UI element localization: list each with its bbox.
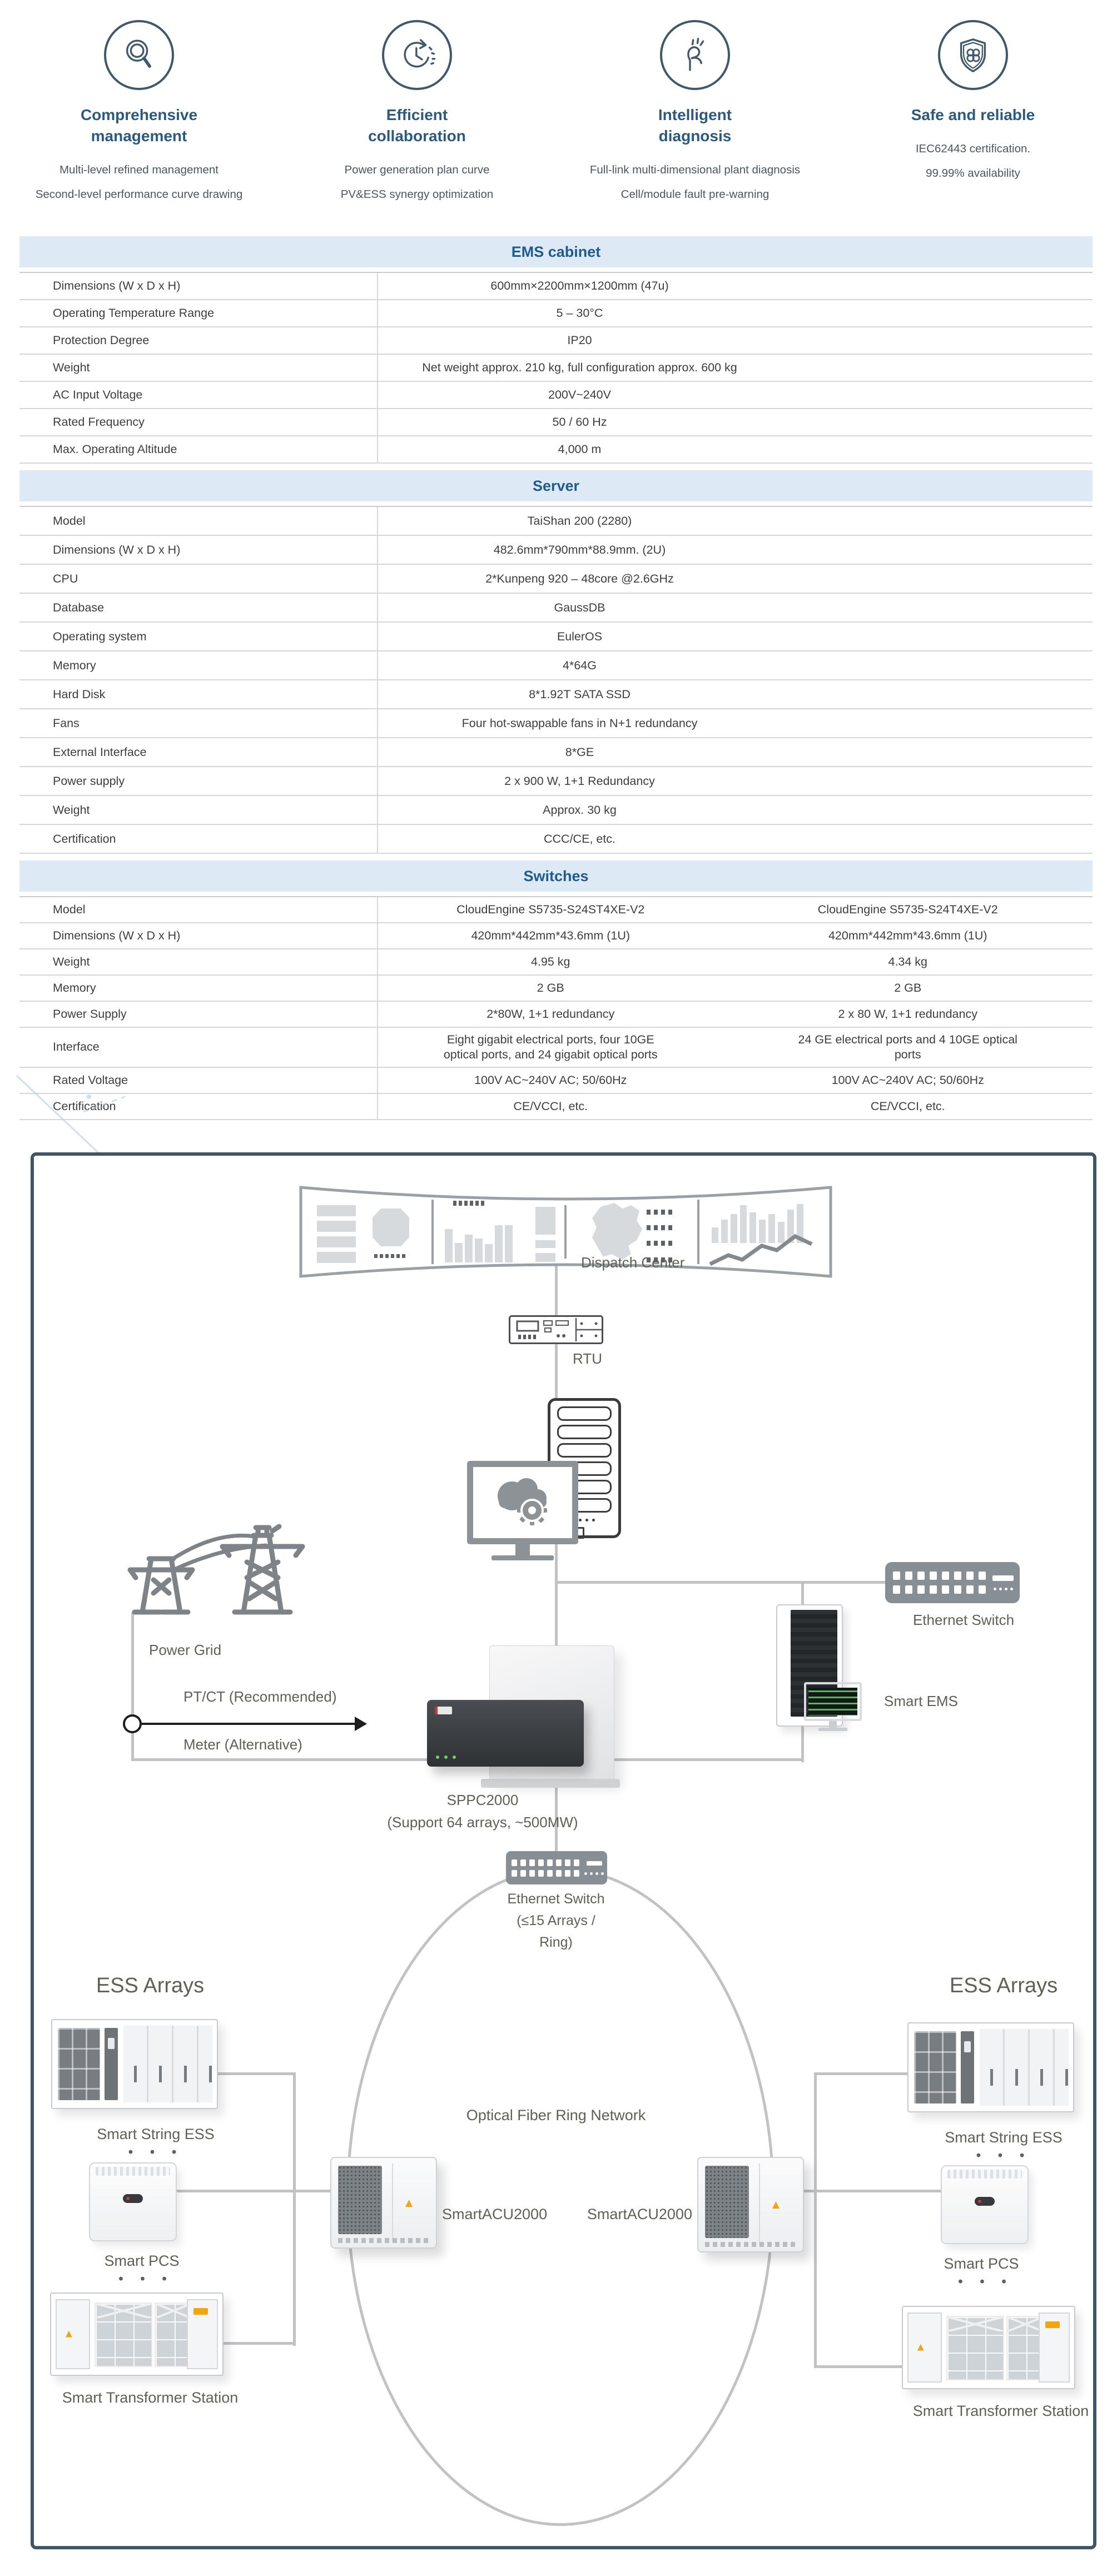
rtu-label: RTU (573, 1350, 602, 1367)
row-label: Model (19, 507, 378, 535)
row-value-switch2: 2 x 80 W, 1+1 redundancy (838, 1007, 977, 1021)
smart-pcs-right-label: Smart PCS (944, 2255, 1019, 2272)
smart-transformer-right-image: ▲ (902, 2306, 1075, 2389)
table-row (19, 976, 1093, 1002)
smart-pcs-left-image (89, 2162, 177, 2241)
ellipsis-dots: • • • (958, 2274, 1013, 2289)
smart-string-ess-left-image (51, 2019, 218, 2109)
row-value-switch2: 2 GB (894, 981, 922, 995)
noc-monitor-image (467, 1461, 578, 1560)
row-value-switch1: 2*80W, 1+1 redundancy (487, 1007, 615, 1021)
row-value-switch1: CloudEngine S5735-S24ST4XE-V2 (456, 903, 645, 917)
ring-ethernet-switch-icon (506, 1851, 607, 1884)
feature-title: Efficient collaboration (368, 106, 466, 145)
row-value-switch2: 4.34 kg (888, 955, 928, 969)
row-label: Database (19, 594, 378, 621)
row-value: Net weight approx. 210 kg, full configuration approx. 600 kg (422, 361, 737, 374)
smartacu2000-right-label: SmartACU2000 (587, 2206, 692, 2222)
table-row (19, 825, 1093, 854)
row-label: Weight (19, 796, 378, 824)
row-label: Weight (19, 355, 378, 381)
connector-left-transformer (220, 2342, 296, 2345)
table-row (19, 327, 1093, 355)
smart-ems-monitor-image (804, 1682, 862, 1721)
table-row (19, 273, 1093, 300)
row-label: Dimensions (W x D x H) (19, 923, 378, 948)
row-value: GaussDB (554, 600, 605, 614)
dispatch-center-label: Dispatch Center (581, 1254, 685, 1271)
row-label: Rated Voltage (19, 1068, 378, 1093)
table-row (19, 680, 1093, 709)
table-row (19, 1002, 1093, 1028)
smart-transformer-right-label: Smart Transformer Station (912, 2403, 1089, 2419)
table-row (19, 949, 1093, 976)
feature-subtext: Full-link multi-dimensional plant diagnosis Cell/module fault pre-warning (589, 163, 801, 201)
row-value: Approx. 30 kg (543, 803, 617, 817)
row-value-switch1: 2 GB (537, 981, 564, 995)
table-row (19, 738, 1093, 767)
table-row (19, 1028, 1093, 1068)
table-row (19, 409, 1093, 436)
sppc2000-label: SPPC2000 (446, 1792, 519, 1808)
row-label: Power Supply (19, 1002, 378, 1027)
row-label: Dimensions (W x D x H) (19, 273, 378, 299)
ptct-label: PT/CT (Recommended) (183, 1688, 337, 1705)
table-row (19, 796, 1093, 825)
row-label: Memory (19, 976, 378, 1001)
connector-right-pcs (790, 2190, 942, 2192)
table-row (19, 355, 1093, 382)
connector-right-bus (814, 2072, 817, 2368)
row-label: Certification (19, 1094, 378, 1119)
table-row (19, 652, 1093, 680)
table-row (19, 536, 1093, 565)
row-value: TaiShan 200 (2280) (527, 514, 632, 528)
power-grid-label: Power Grid (149, 1642, 222, 1658)
table-title: EMS cabinet (19, 236, 1093, 267)
row-label: Power supply (19, 767, 378, 795)
row-value-switch1: 4.95 kg (530, 955, 570, 969)
magnifier-icon (104, 20, 174, 90)
row-value: 600mm×2200mm×1200mm (47u) (490, 279, 669, 292)
ring-network-label: Optical Fiber Ring Network (466, 2107, 646, 2124)
sppc2000-rack-image (427, 1700, 584, 1767)
ellipsis-dots: • • • (118, 2271, 173, 2286)
ess-arrays-right-title: ESS Arrays (949, 1974, 1058, 1997)
dispatch-center-wall (297, 1176, 834, 1287)
smart-string-ess-left-label: Smart String ESS (97, 2126, 215, 2142)
row-label: Max. Operating Altitude (19, 436, 378, 463)
smart-transformer-left-label: Smart Transformer Station (62, 2389, 239, 2406)
tap-point-circle (123, 1714, 142, 1733)
smartacu2000-right-image: ▲ (697, 2157, 804, 2252)
row-label: Weight (19, 949, 378, 974)
row-label: External Interface (19, 738, 378, 766)
rtu-device (509, 1315, 603, 1344)
feature-safe-reliable (834, 20, 1112, 207)
ellipsis-dots: • • • (976, 2148, 1031, 2163)
row-label: Memory (19, 652, 378, 679)
collaboration-clock-icon (382, 20, 452, 90)
connector-right-container (815, 2072, 909, 2075)
row-value: 4*64G (563, 658, 597, 672)
row-value-switch1: 100V AC~240V AC; 50/60Hz (474, 1073, 627, 1087)
row-label: Fans (19, 709, 378, 737)
row-value-switch1: CE/VCCI, etc. (513, 1099, 588, 1113)
ring-switch-label-1: Ethernet Switch (507, 1891, 605, 1907)
feature-subtext: Multi-level refined management Second-level performance curve drawing (35, 163, 243, 201)
smart-pcs-right-image (941, 2165, 1029, 2244)
connector-left-bus (293, 2072, 296, 2346)
row-value: 482.6mm*790mm*88.9mm. (2U) (493, 543, 666, 556)
ring-switch-label-3: Ring) (539, 1935, 573, 1950)
server-table (19, 470, 1093, 854)
row-value-switch1: 420mm*442mm*43.6mm (1U) (471, 929, 631, 943)
row-value: IP20 (567, 334, 592, 347)
ems-cabinet-table (19, 236, 1093, 464)
ptct-arrow-shaft (142, 1723, 356, 1725)
sppc2000-sublabel: (Support 64 arrays, ~500MW) (387, 1814, 578, 1831)
table-row (19, 767, 1093, 796)
table-row (19, 897, 1093, 923)
table-title: Server (19, 470, 1093, 501)
power-grid-towers-icon (77, 1511, 335, 1617)
smart-string-ess-right-label: Smart String ESS (945, 2129, 1063, 2146)
table-row (19, 565, 1093, 594)
row-value: Four hot-swappable fans in N+1 redundancy (461, 716, 698, 730)
smart-transformer-left-image: ▲ (50, 2292, 224, 2376)
table-row (19, 594, 1093, 623)
row-value: 5 – 30°C (556, 306, 603, 320)
row-value: 4,000 m (558, 442, 602, 456)
connector-left-container (217, 2072, 296, 2075)
ring-switch-label-2: (≤15 Arrays / (517, 1913, 595, 1928)
feature-subtext: IEC62443 certification. 99.99% availability (915, 142, 1031, 180)
row-label: Model (19, 897, 378, 922)
row-value: 50 / 60 Hz (552, 415, 607, 429)
shield-icon (938, 20, 1008, 90)
row-value: EulerOS (557, 629, 603, 643)
feature-intelligent-diagnosis (556, 20, 834, 207)
row-value-switch2: 420mm*442mm*43.6mm (1U) (828, 929, 987, 943)
feature-comprehensive-management (0, 20, 278, 207)
row-value: 8*GE (565, 745, 594, 759)
table-row (19, 436, 1093, 464)
feature-title: Safe and reliable (911, 106, 1035, 123)
smart-ems-label: Smart EMS (884, 1693, 958, 1709)
feature-title: Comprehensive management (80, 106, 198, 145)
row-label: CPU (19, 565, 378, 593)
smartacu2000-left-label: SmartACU2000 (442, 2206, 548, 2222)
ellipsis-dots: • • • (128, 2145, 183, 2160)
ptct-arrow-head (355, 1717, 367, 1731)
ethernet-switch-label: Ethernet Switch (912, 1612, 1015, 1628)
row-value: CCC/CE, etc. (543, 832, 616, 846)
ethernet-switch-icon (885, 1562, 1020, 1603)
spec-tables (19, 236, 1093, 1127)
row-value-switch2: 24 GE electrical ports and 4 10GE optical ports (798, 1033, 1017, 1061)
feature-efficient-collaboration (278, 20, 556, 207)
row-label: Protection Degree (19, 327, 378, 354)
row-value-switch2: CloudEngine S5735-S24T4XE-V2 (817, 903, 998, 917)
row-label: Operating Temperature Range (19, 300, 378, 326)
row-label: Certification (19, 825, 378, 853)
smart-pcs-left-label: Smart PCS (104, 2252, 180, 2269)
row-value: 2 x 900 W, 1+1 Redundancy (504, 774, 655, 788)
table-row (19, 923, 1093, 949)
ess-arrays-left-title: ESS Arrays (96, 1974, 205, 1997)
row-label: Operating system (19, 623, 378, 650)
row-value: 200V~240V (548, 388, 611, 401)
table-rows (19, 272, 1093, 464)
row-value: 2*Kunpeng 920 – 48core @2.6GHz (485, 571, 674, 585)
row-value-switch2: CE/VCCI, etc. (870, 1099, 945, 1113)
table-row (19, 382, 1093, 409)
row-value-switch1: Eight gigabit electrical ports, four 10GE optical ports, and 24 gigabit optical ports (443, 1033, 658, 1061)
feature-subtext: Power generation plan curve PV&ESS synergy optimization (340, 163, 494, 201)
row-label: AC Input Voltage (19, 382, 378, 408)
feature-title: Intelligent diagnosis (658, 106, 732, 145)
row-label: Dimensions (W x D x H) (19, 536, 378, 564)
connector-right-transformer (814, 2365, 904, 2368)
table-rows (19, 506, 1093, 854)
feature-row (0, 20, 1112, 207)
table-row (19, 507, 1093, 536)
table-title: Switches (19, 861, 1093, 892)
row-value-switch2: 100V AC~240V AC; 50/60Hz (831, 1073, 984, 1087)
smart-string-ess-right-image (907, 2022, 1074, 2112)
table-row (19, 300, 1093, 327)
connector-ems-bottom (801, 1722, 804, 1762)
snap-finger-icon (660, 20, 730, 90)
table-row (19, 623, 1093, 652)
connector-grid-vertical (131, 1612, 134, 1761)
row-label: Interface (19, 1028, 378, 1067)
smartacu2000-left-image: ▲ (330, 2157, 437, 2249)
row-label: Rated Frequency (19, 409, 378, 435)
row-label: Hard Disk (19, 680, 378, 708)
row-value: 8*1.92T SATA SSD (529, 687, 631, 701)
connector-branch-right (555, 1581, 888, 1584)
table-row (19, 709, 1093, 738)
meter-label: Meter (Alternative) (183, 1736, 302, 1753)
connector-left-pcs (176, 2190, 335, 2192)
